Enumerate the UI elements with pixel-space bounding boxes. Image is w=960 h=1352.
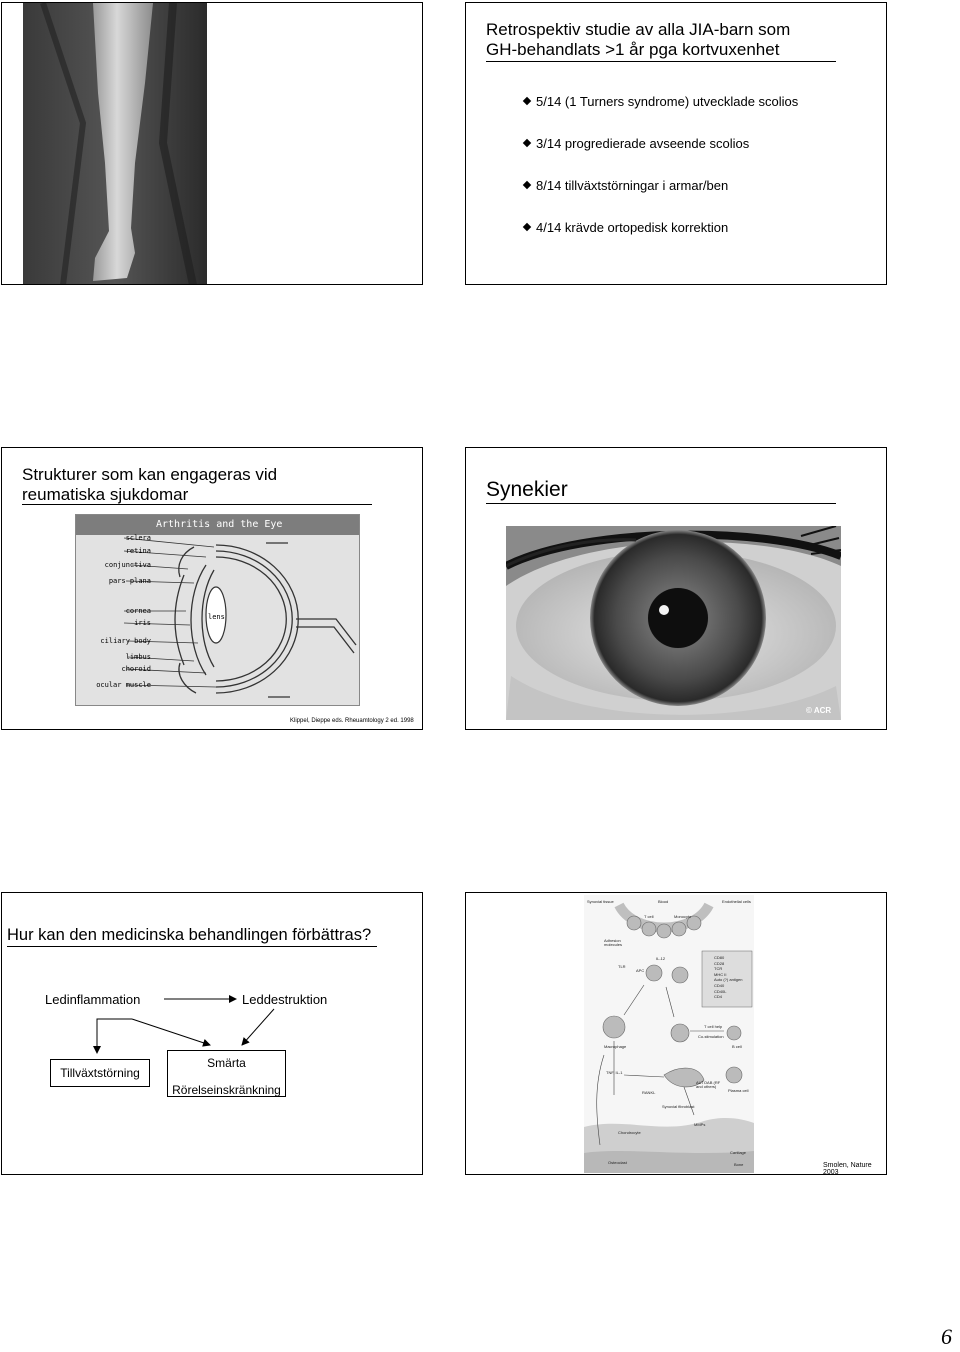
label-il12: IL-12 bbox=[656, 956, 666, 961]
label-osteoclast: Osteoclast bbox=[608, 1160, 627, 1165]
label-bone: Bone bbox=[734, 1162, 744, 1167]
bullet-item: 3/14 progredierade avseende scolios bbox=[524, 135, 798, 177]
label-adhesion: Adhesion molecules bbox=[604, 938, 623, 947]
label-tlr: TLR bbox=[618, 964, 626, 969]
bullet-item: 5/14 (1 Turners syndrome) utvecklade scolios bbox=[524, 93, 798, 135]
node-smarta: Smärta bbox=[207, 1056, 246, 1070]
legend-item: CD80 bbox=[714, 955, 725, 960]
title-line-1: Retrospektiv studie av alla JIA-barn som bbox=[486, 20, 791, 39]
label-apc: APC bbox=[636, 968, 645, 973]
label-tnf: TNF, IL-1 bbox=[606, 1070, 623, 1075]
label-choroid: choroid bbox=[121, 665, 151, 673]
label-b-cell: B cell bbox=[732, 1044, 742, 1049]
slide-leg-photo bbox=[1, 2, 423, 285]
bullet-item: 4/14 krävde ortopedisk korrektion bbox=[524, 219, 798, 261]
legend-item: Auto (?) antigen bbox=[714, 977, 743, 983]
watermark: © ACR bbox=[806, 706, 832, 715]
legend-item: CD40L bbox=[714, 988, 727, 994]
label-mmps: MMPs bbox=[694, 1122, 706, 1127]
leg-photo bbox=[23, 3, 207, 285]
bullet-item: 8/14 tillväxtstörningar i armar/ben bbox=[524, 177, 798, 219]
diagram-title: Arthritis and the Eye bbox=[76, 515, 359, 535]
legend-item: CD4 bbox=[714, 994, 723, 1000]
label-monocyte: Monocyte bbox=[674, 914, 692, 919]
legend-item: CD28 bbox=[714, 960, 725, 966]
label-synovial-fibroblast: Synovial fibroblast bbox=[662, 1104, 695, 1109]
slide-gh-study bbox=[465, 2, 887, 285]
node-ledinflammation: Ledinflammation bbox=[45, 992, 141, 1007]
node-pain-movement bbox=[167, 1050, 286, 1097]
citation: Klippel, Dieppe eds. Rheuamtology 2 ed. 1998 bbox=[290, 718, 414, 724]
legend-item: MHC II bbox=[714, 971, 727, 977]
label-costim: Co-stimulation bbox=[698, 1034, 724, 1039]
slide-ra-pathogenesis bbox=[465, 892, 887, 1175]
diamond-bullet-icon bbox=[523, 97, 531, 105]
eye-photo bbox=[506, 526, 841, 720]
title-rule bbox=[486, 503, 836, 504]
label-iris: iris bbox=[134, 619, 151, 627]
node-leddestruktion: Leddestruktion bbox=[242, 992, 328, 1007]
diamond-bullet-icon bbox=[523, 139, 531, 147]
citation: Smolen, Nature 2003 bbox=[823, 1162, 872, 1175]
title-line-1: Strukturer som kan engageras vid bbox=[22, 465, 278, 484]
flow-arrows bbox=[2, 893, 423, 1175]
legend bbox=[714, 955, 752, 1000]
label-cartilage: Cartilage bbox=[730, 1150, 747, 1155]
pathogenesis-figure bbox=[584, 895, 754, 1173]
label-synovial-tissue: Synovial tissue bbox=[587, 899, 614, 904]
label-ocular-muscle: ocular muscle bbox=[96, 681, 151, 689]
title-rule bbox=[486, 61, 836, 62]
eye-diagram bbox=[75, 514, 360, 706]
slide-synekier bbox=[465, 447, 887, 730]
label-chondrocyte: Chondrocyte bbox=[618, 1130, 641, 1135]
legend-item: TCR bbox=[714, 966, 723, 972]
bullet-list bbox=[524, 93, 798, 261]
legend-item: CD40 bbox=[714, 982, 725, 988]
label-rankl: RANKL bbox=[642, 1090, 656, 1095]
label-t-cell: T cell bbox=[644, 914, 654, 919]
slide-title: Synekier bbox=[486, 478, 568, 501]
label-sclera: sclera bbox=[125, 534, 151, 542]
label-cornea: cornea bbox=[125, 607, 151, 615]
title-line-2: reumatiska sjukdomar bbox=[22, 485, 189, 504]
label-retina: retina bbox=[125, 547, 151, 555]
node-rorelseinskrankning: Rörelseinskränkning bbox=[172, 1083, 281, 1097]
slide-title bbox=[486, 20, 790, 60]
slide-treatment-question bbox=[1, 892, 423, 1175]
title-rule bbox=[22, 504, 372, 505]
label-autoab: AUTOAB (RF and others) bbox=[696, 1080, 721, 1089]
slide-eye-structures bbox=[1, 447, 423, 730]
diamond-bullet-icon bbox=[523, 223, 531, 231]
label-conjunctiva: conjunctiva bbox=[104, 561, 151, 569]
diamond-bullet-icon bbox=[523, 181, 531, 189]
slide-title: Hur kan den medicinska behandlingen förbättras? bbox=[7, 926, 372, 944]
label-blood: Blood bbox=[658, 899, 669, 904]
label-ciliary-body: ciliary body bbox=[100, 637, 151, 645]
slide-title bbox=[22, 465, 277, 505]
page-number: 6 bbox=[941, 1324, 952, 1349]
node-tillvaxtstorning: Tillväxtstörning bbox=[50, 1059, 150, 1087]
label-lens: lens bbox=[208, 613, 225, 621]
label-limbus: limbus bbox=[125, 653, 151, 661]
label-macrophage: Macrophage bbox=[604, 1044, 627, 1049]
title-line-2: GH-behandlats >1 år pga kortvuxenhet bbox=[486, 40, 780, 59]
label-plasma-cell: Plasma cell bbox=[728, 1088, 749, 1093]
label-endothelial: Endothelial cells bbox=[722, 899, 751, 904]
label-pars-plana: pars plana bbox=[108, 577, 151, 585]
label-thelp: T cell help bbox=[704, 1024, 723, 1029]
